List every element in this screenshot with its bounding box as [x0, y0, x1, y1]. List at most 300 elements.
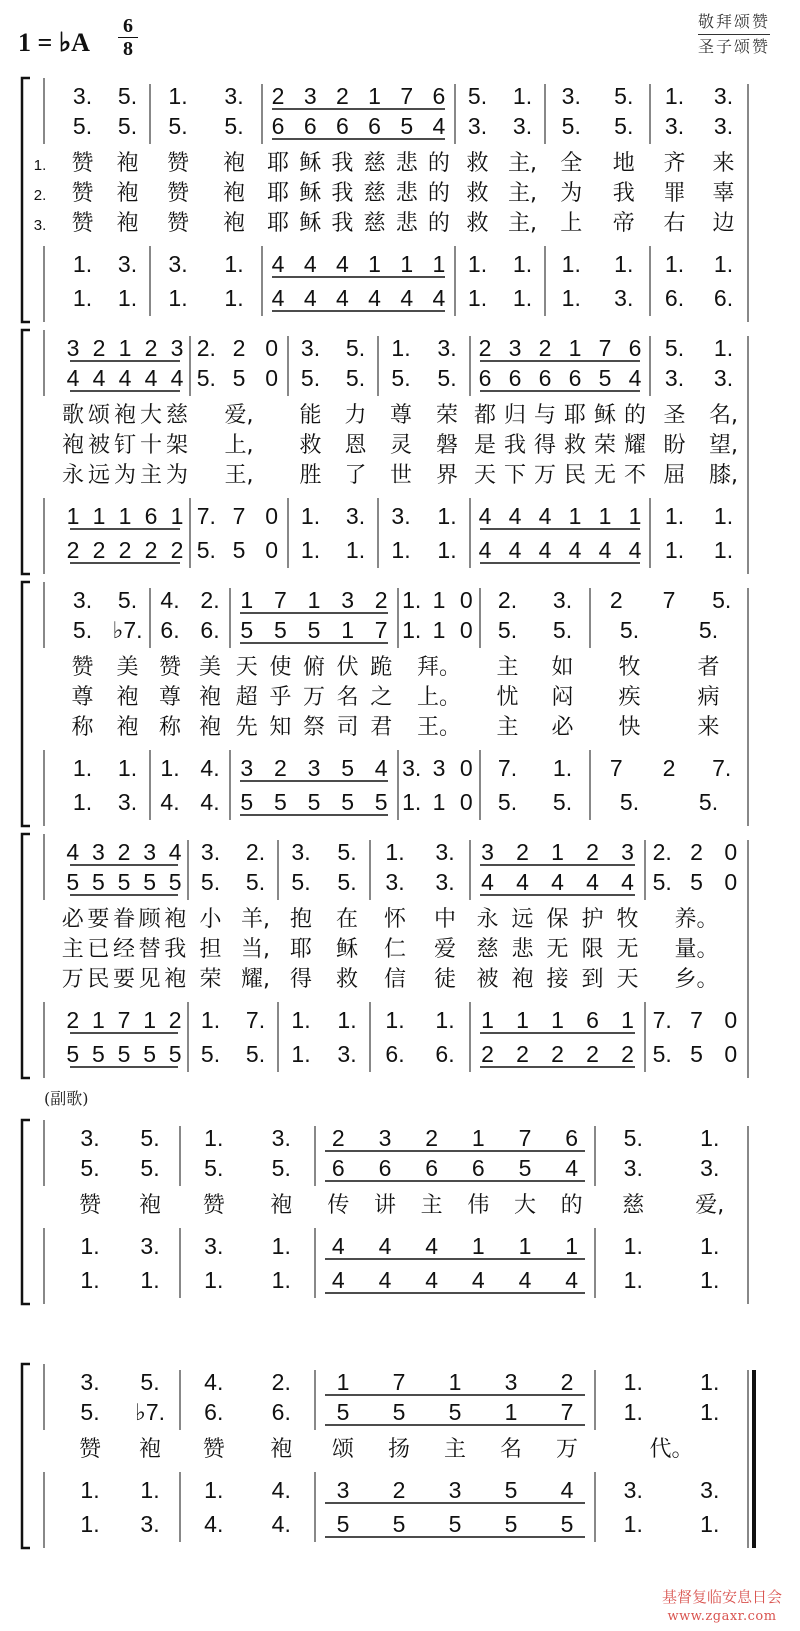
note-v4: 1. [72, 285, 93, 311]
lyric-char: 闷 [551, 685, 574, 710]
note-v4: 1. [713, 537, 734, 563]
lyric-char: 乡。 [674, 967, 719, 992]
note-v2: 6. [271, 1399, 291, 1425]
note-v1: 2 [374, 587, 388, 613]
note-v2: 7 [560, 1399, 574, 1425]
lyric-char: 被 [87, 433, 111, 458]
note-v2: 5. [698, 617, 719, 643]
note-v3: 1 [92, 503, 106, 529]
note-v3: 0 [724, 1007, 738, 1033]
lyric-char: 赞 [166, 151, 190, 176]
note-v2: 3. [700, 1155, 720, 1181]
note-v2: 5. [271, 1155, 291, 1181]
measure [71, 83, 138, 311]
note-v2: 5 [690, 869, 703, 895]
note-v4: 2 [92, 537, 106, 563]
note-v2: 5 [598, 365, 612, 391]
note-v1: 1 [471, 1125, 485, 1151]
note-v4: 6. [664, 285, 685, 311]
note-v2: 3. [664, 113, 685, 139]
note-v1: 1. [168, 83, 188, 109]
lyric-char: 我 [331, 151, 354, 176]
meter-denominator: 8 [123, 38, 133, 60]
note-v3: 1. [160, 755, 180, 781]
note-v3: 0 [459, 755, 473, 781]
lyric-char: 顾 [138, 907, 161, 932]
note-v3: 3. [391, 503, 411, 529]
chorus-label: (副歌) [44, 1089, 89, 1108]
lyric-char: 的 [427, 181, 450, 206]
note-v1: 3. [271, 1125, 291, 1151]
note-v1: 1 [307, 587, 321, 613]
lyric-char: 袍 [116, 181, 139, 206]
note-v3: 1 [628, 503, 642, 529]
note-v1: 3 [621, 839, 634, 865]
lyric-char: 名 [336, 685, 359, 710]
note-v3: 5 [504, 1477, 518, 1503]
note-v3: 7. [712, 755, 732, 781]
note-v3: 1. [140, 1477, 160, 1503]
note-v3: 4 [271, 251, 285, 277]
lyric-char: 主, [508, 181, 537, 206]
lyric-char: 主 [420, 1193, 443, 1218]
lyric-char: 袍 [222, 181, 246, 206]
lyric-char: 盼 [663, 433, 686, 458]
note-v4: 1. [140, 1267, 160, 1293]
note-v3: 1. [80, 1477, 100, 1503]
note-v2: 3. [467, 113, 488, 139]
note-v4: 5 [307, 789, 321, 815]
note-v3: 1. [713, 251, 734, 277]
note-v4: 0 [724, 1041, 738, 1067]
note-v3: 1. [271, 1233, 291, 1259]
lyric-char: 担 [199, 937, 222, 962]
lyric-char: 经 [112, 937, 136, 962]
measure [180, 1369, 292, 1542]
measure [370, 839, 456, 1072]
note-v2: 5 [518, 1155, 532, 1181]
lyric-char: 胜 [299, 463, 322, 488]
note-v4: 1. [467, 285, 488, 311]
note-v3: 1 [516, 1007, 529, 1033]
lyric-char: 为 [113, 463, 137, 488]
note-v1: 2 [690, 839, 703, 865]
measure [378, 335, 458, 568]
measure [398, 587, 473, 820]
note-v4: 5 [341, 789, 354, 815]
note-v3: 1. [204, 1477, 224, 1503]
note-v4: 5. [652, 1041, 672, 1067]
lyric-char: 主, [508, 211, 537, 236]
lyric-char: 耶 [267, 181, 290, 206]
note-v2: 6 [303, 113, 317, 139]
lyric-char: 十 [139, 433, 163, 458]
lyric-char: 袍 [116, 151, 139, 176]
watermark-url: www.zgaxr.com [667, 1609, 777, 1624]
measure [230, 587, 392, 820]
note-v1: 3. [435, 839, 455, 865]
lyric-char: 拜。 [416, 655, 462, 680]
note-v4: 6. [435, 1041, 455, 1067]
note-v4: 5 [448, 1511, 462, 1537]
lyric-char: 耀 [623, 433, 647, 458]
note-v2: 5. [80, 1399, 100, 1425]
note-v2: 4 [628, 365, 642, 391]
note-v4: 2 [170, 537, 184, 563]
note-v3: 1. [337, 1007, 357, 1033]
note-v1: 3 [378, 1125, 392, 1151]
note-v3: 1 [92, 1007, 105, 1033]
lyric-char: 慈 [622, 1193, 645, 1218]
lyric-char: 上 [560, 211, 583, 236]
note-v4: 1. [623, 1267, 643, 1293]
note-v2: 1. [623, 1399, 643, 1425]
lyric-char: 王, [224, 463, 254, 488]
lyric-char: 为 [560, 181, 583, 206]
note-v4: 1. [512, 285, 533, 311]
note-v2: 1 [504, 1399, 518, 1425]
note-v2: 5. [200, 869, 221, 895]
note-v1: 6 [432, 83, 446, 109]
measure [650, 335, 738, 568]
note-v4: 2 [586, 1041, 599, 1067]
lyric-char: 袍 [116, 685, 139, 710]
lyric-char: 万 [555, 1437, 579, 1462]
note-v1: 3 [66, 335, 80, 361]
note-v4: 5 [392, 1511, 406, 1537]
lyric-char: 超 [235, 685, 258, 710]
lyric-char: 袍 [222, 211, 246, 236]
lyric-char: 屈 [663, 463, 686, 488]
lyric-char: 要 [87, 907, 110, 932]
lyric-char: 我 [612, 181, 635, 206]
note-v2: 3. [713, 113, 734, 139]
lyric-char: 跪 [370, 655, 393, 680]
note-v4: 1. [345, 537, 366, 563]
note-v1: 0 [459, 587, 473, 613]
note-v4: 5. [196, 537, 216, 563]
system-bracket [22, 78, 30, 322]
note-v1: 2 [560, 1369, 574, 1395]
measure [545, 83, 635, 316]
note-v4: 1. [117, 285, 138, 311]
lyric-char: 救 [466, 211, 489, 236]
note-v2: 4 [481, 869, 494, 895]
note-v2: 5 [392, 1399, 406, 1425]
measure [315, 1125, 585, 1298]
note-v1: 1. [623, 1369, 643, 1395]
note-v4: 4 [565, 1267, 579, 1293]
lyric-char: 尊 [158, 685, 182, 710]
note-v3: 1 [481, 1007, 494, 1033]
lyric-char: 袍 [270, 1437, 293, 1462]
lyric-char: 稣 [593, 403, 617, 428]
lyric-char: 钉 [113, 433, 137, 458]
note-v3: 3. [204, 1233, 224, 1259]
lyric-char: 悲 [395, 151, 418, 176]
measure [188, 839, 270, 1072]
note-v3: 1. [552, 755, 573, 781]
lyric-char: 赞 [71, 181, 94, 206]
meter-numerator: 6 [123, 15, 133, 37]
note-v3: 3. [623, 1477, 643, 1503]
note-v4: 1. [700, 1511, 720, 1537]
lyric-char: 永 [476, 907, 499, 932]
note-v1: 2 [144, 335, 158, 361]
note-v4: 4. [160, 789, 180, 815]
note-v3: 7 [690, 1007, 703, 1033]
note-v2: 5 [240, 617, 254, 643]
watermark-line-1: 基督复临安息日会 [661, 1588, 782, 1606]
note-v2: 3. [664, 365, 685, 391]
lyric-char: 膝, [709, 463, 738, 488]
note-v1: 3. [552, 587, 573, 613]
measure [650, 83, 735, 316]
lyric-char: 袍 [116, 715, 139, 740]
note-v1: 5. [345, 335, 366, 361]
note-v4: 4. [271, 1511, 291, 1537]
note-v4: 0 [265, 537, 279, 563]
note-v4: 1. [300, 537, 321, 563]
lyric-char: 仁 [383, 937, 407, 962]
lyric-char: 袍 [222, 151, 246, 176]
note-v4: 5. [552, 789, 573, 815]
lyric-char: 民 [563, 463, 587, 488]
note-v4: 4 [568, 537, 582, 563]
lyric-char: 美 [116, 655, 139, 680]
lyric-char: 上, [224, 433, 254, 458]
note-v1: 2 [586, 839, 599, 865]
lyric-char: 耶 [267, 151, 290, 176]
note-v3: 4 [331, 1233, 345, 1259]
note-v3: 1. [72, 755, 93, 781]
lyric-char: 代。 [649, 1437, 694, 1462]
note-v1: 5. [614, 83, 634, 109]
lyric-char: 灵 [389, 433, 413, 458]
note-v4: 5 [336, 1511, 350, 1537]
note-v2: 5. [204, 1155, 224, 1181]
note-v4: 2 [118, 537, 132, 563]
lyric-char: 王。 [416, 715, 462, 740]
note-v4: 5 [143, 1041, 156, 1067]
note-v1: 5. [117, 83, 138, 109]
note-v4: 5. [245, 1041, 266, 1067]
note-v1: 3 [508, 335, 522, 361]
note-v3: 4. [271, 1477, 291, 1503]
note-v1: 2. [497, 587, 518, 613]
note-v2: 4 [586, 869, 599, 895]
lyric-char: 养。 [674, 907, 719, 932]
lyric-char: 赞 [71, 211, 94, 236]
note-v3: 0 [265, 503, 279, 529]
lyric-char: 袍 [270, 1193, 293, 1218]
measure [150, 587, 221, 820]
category-line-1: 敬拜颂赞 [698, 10, 770, 35]
lyric-char: 袍 [198, 685, 222, 710]
note-v4: 5 [274, 789, 287, 815]
note-v1: 3 [341, 587, 354, 613]
lyric-char: 见 [138, 967, 161, 992]
note-v4: 4 [425, 1267, 439, 1293]
note-v3: 4 [303, 251, 317, 277]
lyric-char: 我 [503, 433, 527, 458]
note-v1: 2 [425, 1125, 439, 1151]
note-v2: 5. [245, 869, 266, 895]
note-v1: 7 [662, 587, 676, 613]
lyric-char: 世 [389, 463, 413, 488]
note-v4: 5 [374, 789, 388, 815]
lyric-char: 主 [496, 655, 519, 680]
lyric-char: 袍 [198, 715, 222, 740]
note-v3: 3. [168, 251, 188, 277]
note-v3: 1 [66, 503, 80, 529]
note-v1: 1 [118, 335, 132, 361]
lyric-char: 救 [466, 181, 489, 206]
lyric-char: 病 [697, 685, 720, 710]
note-v3: 2 [168, 1007, 182, 1033]
note-v3: 1 [143, 1007, 156, 1033]
lyric-char: 眷 [112, 907, 136, 932]
lyric-char: 架 [165, 433, 189, 458]
note-v3: 3. [700, 1477, 720, 1503]
note-v4: 4 [518, 1267, 532, 1293]
note-v4: 4 [538, 537, 552, 563]
note-v4: 5. [619, 789, 640, 815]
note-v2: 5. [80, 1155, 100, 1181]
note-v4: 2 [144, 537, 158, 563]
note-v2: 6 [508, 365, 522, 391]
note-v4: 4 [400, 285, 414, 311]
note-v2: 6. [204, 1399, 224, 1425]
lyric-char: 慈 [363, 151, 386, 176]
note-v1: 2 [538, 335, 552, 361]
lyric-char: 牧 [616, 907, 639, 932]
lyric-char: 爱 [433, 937, 457, 962]
system-bracket [22, 330, 30, 574]
note-v1: 4. [204, 1369, 224, 1395]
lyric-char: 羊, [241, 907, 270, 932]
note-v4: 1. [204, 1267, 224, 1293]
note-v1: 3. [437, 335, 457, 361]
note-v3: 3 [240, 755, 254, 781]
lyric-char: 保 [546, 907, 569, 932]
lyric-char: 了 [344, 463, 367, 488]
note-v4: 3. [117, 789, 138, 815]
lyric-char: 恩 [344, 433, 367, 458]
note-v4: 5 [240, 789, 254, 815]
note-v4: 5 [92, 1041, 105, 1067]
note-v3: 1. [385, 1007, 405, 1033]
lyric-char: 必 [61, 907, 84, 932]
note-v2: 5 [448, 1399, 462, 1425]
lyric-char: 赞 [202, 1193, 225, 1218]
note-v2: 5. [117, 113, 138, 139]
lyric-char: 袍 [511, 967, 534, 992]
lyric-char: 来 [697, 715, 720, 740]
lyric-char: 如 [551, 655, 574, 680]
note-v1: 4. [160, 587, 180, 613]
lyric-char: 荣 [199, 967, 222, 992]
note-v3: 2 [274, 755, 287, 781]
note-v2: 5 [307, 617, 321, 643]
lyric-char: 袍 [61, 433, 85, 458]
lyric-char: 祭 [302, 715, 326, 740]
note-v3: 1. [72, 251, 93, 277]
measure [180, 1125, 292, 1298]
lyric-char: 护 [581, 907, 604, 932]
system-bracket [22, 834, 30, 1078]
note-v2: 4 [92, 365, 106, 391]
note-v3: 2 [662, 755, 676, 781]
note-v4: 1. [664, 537, 685, 563]
note-v3: 1 [621, 1007, 634, 1033]
note-v3: 1. [117, 755, 138, 781]
lyric-char: 右 [663, 211, 686, 236]
note-v3: 4 [378, 1233, 392, 1259]
note-v1: 2 [336, 83, 349, 109]
note-v4: 5 [117, 1041, 131, 1067]
lyric-char: 无 [546, 937, 569, 962]
note-v4: 1. [623, 1511, 643, 1537]
note-v4: 5. [497, 789, 518, 815]
measure [262, 83, 450, 316]
lyric-char: 下 [503, 463, 527, 488]
note-v3: 1 [568, 503, 582, 529]
measure [470, 839, 639, 1072]
note-v2: 5 [232, 365, 246, 391]
note-v4: 5. [698, 789, 719, 815]
note-v4: 5 [560, 1511, 574, 1537]
note-v3: 7 [117, 1007, 131, 1033]
note-v4: 1. [402, 789, 422, 815]
note-v1: 6 [628, 335, 642, 361]
system-5 [22, 1120, 748, 1304]
lyric-char: 称 [158, 715, 182, 740]
lyric-char: 徒 [433, 967, 457, 992]
note-v1: 5. [467, 83, 488, 109]
note-v2: 6 [478, 365, 492, 391]
note-v3: 1. [623, 1233, 643, 1259]
lyric-char: 中 [433, 907, 457, 932]
lyric-char: 上。 [416, 685, 462, 710]
lyric-char: 限 [581, 937, 604, 962]
lyric-char: 快 [618, 715, 641, 740]
note-v4: 1. [561, 285, 581, 311]
lyric-char: 都 [473, 403, 497, 428]
lyric-char: 远 [511, 907, 534, 932]
note-v1: 1. [512, 83, 533, 109]
lyric-char: 耶 [267, 211, 290, 236]
system-4 [22, 834, 748, 1078]
note-v1: 2 [478, 335, 492, 361]
note-v3: 3 [432, 755, 446, 781]
lyric-char: 主, [508, 151, 537, 176]
note-v2: 4 [551, 869, 564, 895]
note-v2: 5 [92, 869, 105, 895]
note-v4: 5 [690, 1041, 703, 1067]
note-v3: 1. [200, 1007, 221, 1033]
note-v2: 5. [619, 617, 640, 643]
lyric-char: 耶 [289, 937, 313, 962]
note-v3: 1 [551, 1007, 564, 1033]
lyric-char: 名 [499, 1437, 523, 1462]
lyric-char: 来 [712, 151, 735, 176]
measure [595, 1125, 724, 1298]
note-v2: 5 [117, 869, 131, 895]
note-v1: 7 [518, 1125, 532, 1151]
note-v2: 5. [552, 617, 573, 643]
measure [645, 839, 737, 1072]
